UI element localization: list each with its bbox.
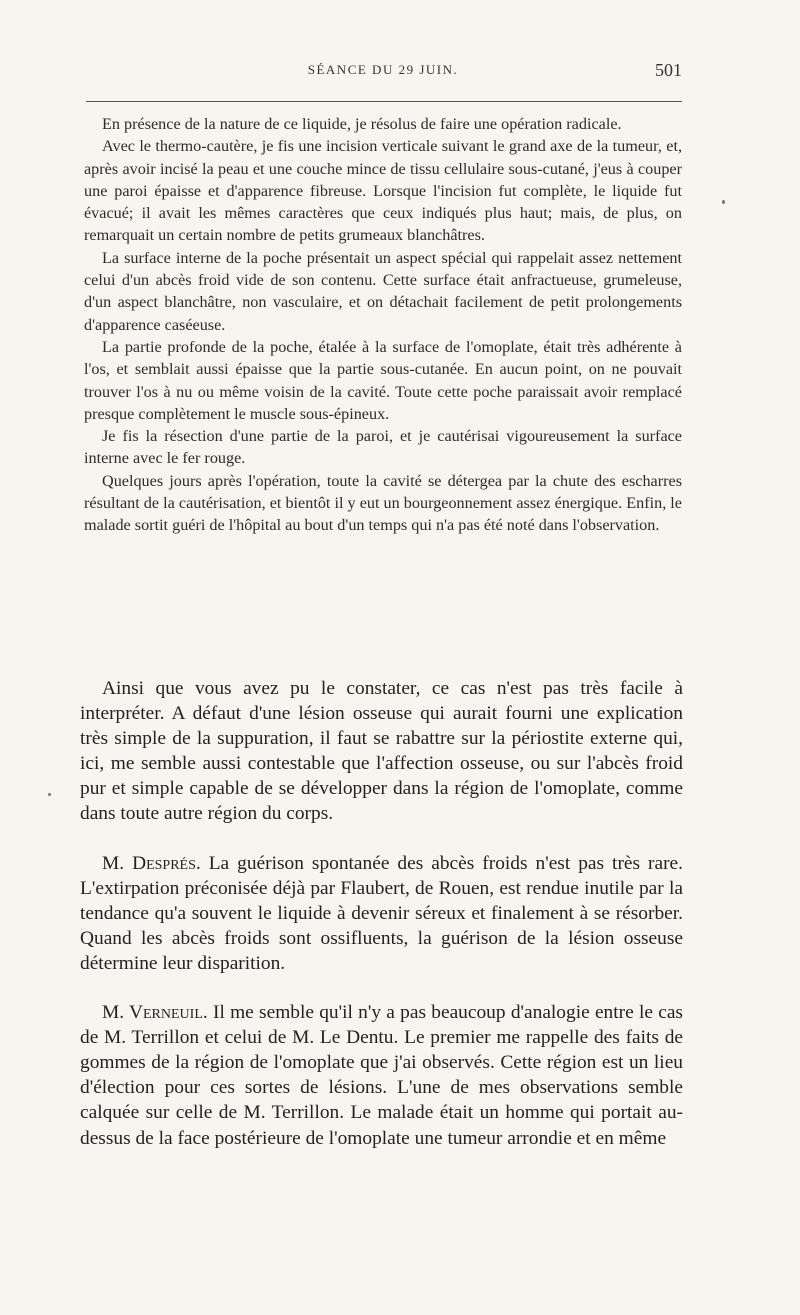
header-rule	[86, 101, 682, 102]
speaker-name: M. Verneuil.	[102, 1002, 208, 1024]
paragraph: Je fis la résection d'une partie de la paroi, et je cautérisai vigoureusement la surface interne avec le fer rouge.	[84, 427, 682, 468]
discussion-block	[80, 676, 683, 1175]
paragraph: En présence de la nature de ce liquide, je résolus de faire une opération radicale.	[102, 115, 622, 133]
speech-text: Il me semble qu'il n'y a pas beaucoup d'analogie entre le cas de M. Terrillon et celui de M. Le Dentu. Le premier me rappelle des faits de gommes de la région de l'omoplate que j'ai observés. Cette région est un lieu d'élection pour ces sortes de lésions. L'une de mes observations semble calquée sur celle de M. Terrillon. Le malade était un homme qui portait au-dessus de la face postérieure de l'omoplate une tumeur arrondie et en même	[80, 1002, 683, 1149]
running-title: SÉANCE DU 29 JUIN.	[307, 62, 459, 77]
case-report-block	[84, 113, 682, 537]
page-number: 501	[655, 60, 682, 80]
paragraph: Quelques jours après l'opération, toute la cavité se détergea par la chute des escharres résultant de la cautérisation, et bientôt il y eut un bourgeonnement assez énergique. Enfin, le malade sortit guéri de l'hôpital au bout d'un temps qui n'a pas été noté dans l'observation.	[84, 471, 682, 535]
running-header	[84, 62, 682, 86]
paragraph: La partie profonde de la poche, étalée à la surface de l'omoplate, était très adhérente à l'os, et semblait aussi épaisse que la partie sous-cutanée. En aucun point, on ne pouvait trouver l'os à nu ou même voisin de la cavité. Toute cette poche paraissait avoir remplacé presque complètement le muscle sous-épineux.	[84, 337, 682, 423]
paragraph: Ainsi que vous avez pu le constater, ce cas n'est pas très facile à interpréter. A défaut d'une lésion osseuse qui aurait fourni une explication très simple de la suppuration, il faut se rabattre sur la périostite externe qui, ici, me semble aussi contestable que l'affection osseuse, ou sur l'abcès froid pur et simple capable de se développer dans la région de l'omoplate, comme dans toute autre région du corps.	[80, 678, 683, 825]
paragraph	[80, 1000, 683, 1151]
paragraph: Avec le thermo-cautère, je fis une incision verticale suivant le grand axe de la tumeur, et, après avoir incisé la peau et une couche mince de tissu cellulaire sous-cutané, j'eus à couper une paroi épaisse et d'apparence fibreuse. Lorsque l'incision fut complète, le liquide fut évacué; il avait les mêmes caractères que ceux indiqués plus haut; mais, de plus, on remarquait un certain nombre de petits grumeaux blanchâtres.	[84, 137, 682, 245]
speech-text: La guérison spontanée des abcès froids n'est pas très rare. L'extirpation préconisée déjà par Flaubert, de Rouen, est rendue inutile par la tendance qu'a souvent le liquide à devenir séreux et finalement à se résorber. Quand les abcès froids sont ossifluents, la guérison de la lésion osseuse détermine leur disparition.	[80, 852, 684, 974]
paragraph: La surface interne de la poche présentait un aspect spécial qui rappelait assez nettement celui d'un abcès froid vide de son contenu. Cette surface était anfractueuse, grumeleuse, d'un aspect blanchâtre, non vasculaire, et on détachait facilement de petit prolongements d'apparence caséeuse.	[84, 248, 682, 334]
print-speck	[722, 200, 725, 204]
paragraph	[80, 851, 683, 976]
print-speck	[48, 793, 51, 796]
speaker-name: M. Després.	[102, 852, 201, 874]
